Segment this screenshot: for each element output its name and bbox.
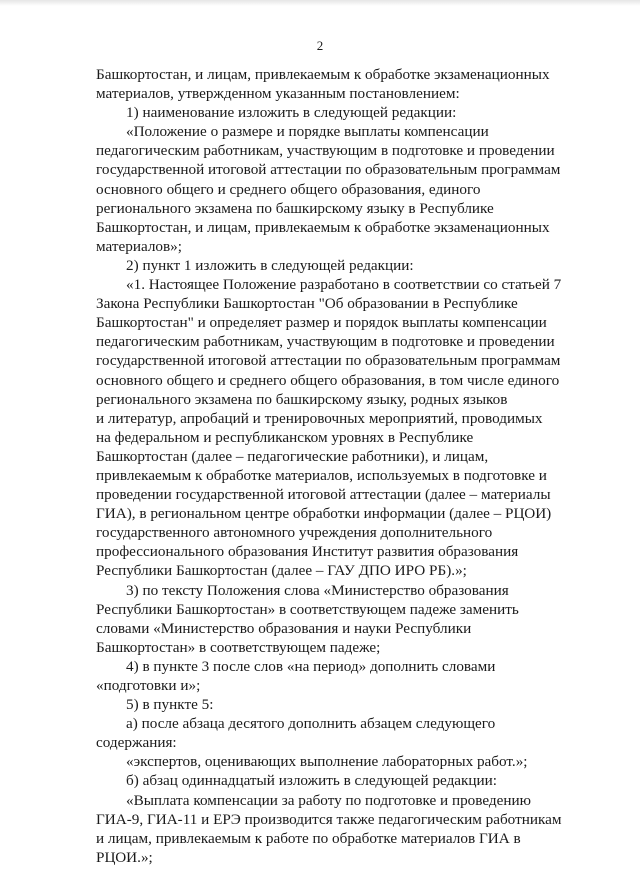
paragraph-item-1: 1) наименование изложить в следующей редакции: [126,104,457,122]
paragraph-item-2: 2) пункт 1 изложить в следующей редакции: [126,256,414,274]
paragraph-subitem-a: а) после абзаца десятого дополнить абзацем следующего содержания: [96,715,496,752]
paragraph-quote-experts: «экспертов, оценивающих выполнение лабораторных работ.»; [126,753,528,771]
paragraph-item-5: 5) в пункте 5: [126,696,214,714]
paragraph-quote-clause-1: «1. Настоящее Положение разработано в соответствии со статьей 7 Закона Республики Башкортостан "Об образовании в Республике Башкортостан" и определяет размер и порядок выплаты компенсации педагогическим работникам, участвующим в подготовке и проведении государственной итоговой аттестации по образовательным программам основного общего и среднего общего образования, в том числе единого регионального экзамена по башкирскому языку, родных языков и литератур, апробаций и тренировочных мероприятий, проводимых на федеральном и республиканском уровнях в Республике Башкортостан (далее – педагогические работники), и лицам, привлекаемым к обработке материалов, используемых в подготовке и проведении государственной итоговой аттестации (далее – материалы ГИА), в региональном центре обработки информации (далее – РЦОИ) государственного автономного учреждения дополнительного профессионального образования Институт развития образования Республики Башкортостан (далее – ГАУ ДПО ИРО РБ).»; [96,276,562,580]
paragraph-quote-title: «Положение о размере и порядке выплаты компенсации педагогическим работникам, участвующим в подготовке и проведении государственной итоговой аттестации по образовательным программам основного общего и среднего общего образования, единого регионального экзамена по башкирскому языку в Республике Башкортостан, и лицам, привлекаемым к обработке экзаменационных материалов»; [96,123,561,255]
paragraph-quote-payment: «Выплата компенсации за работу по подготовке и проведению ГИА-9, ГИА-11 и ЕРЭ производится также педагогическим работникам и лицам, привлекаемым к работе по обработке материалов ГИА в РЦОИ.»; [96,791,562,866]
paragraph-item-4: 4) в пункте 3 после слов «на период» дополнить словами «подготовки и»; [96,657,496,694]
paragraph-subitem-b: б) абзац одиннадцатый изложить в следующей редакции: [126,772,498,790]
paragraph-continuation: Башкортостан, и лицам, привлекаемым к обработке экзаменационных материалов, утвержденном указанным постановлением: [96,66,550,103]
document-body [96,65,600,867]
paragraph-item-3: 3) по тексту Положения слова «Министерство образования Республики Башкортостан» в соответствующем падеже заменить словами «Министерство образования и науки Республики Башкортостан» в соответствующем падеже; [96,581,519,656]
scan-edge [0,0,640,6]
page-number: 2 [316,38,324,53]
